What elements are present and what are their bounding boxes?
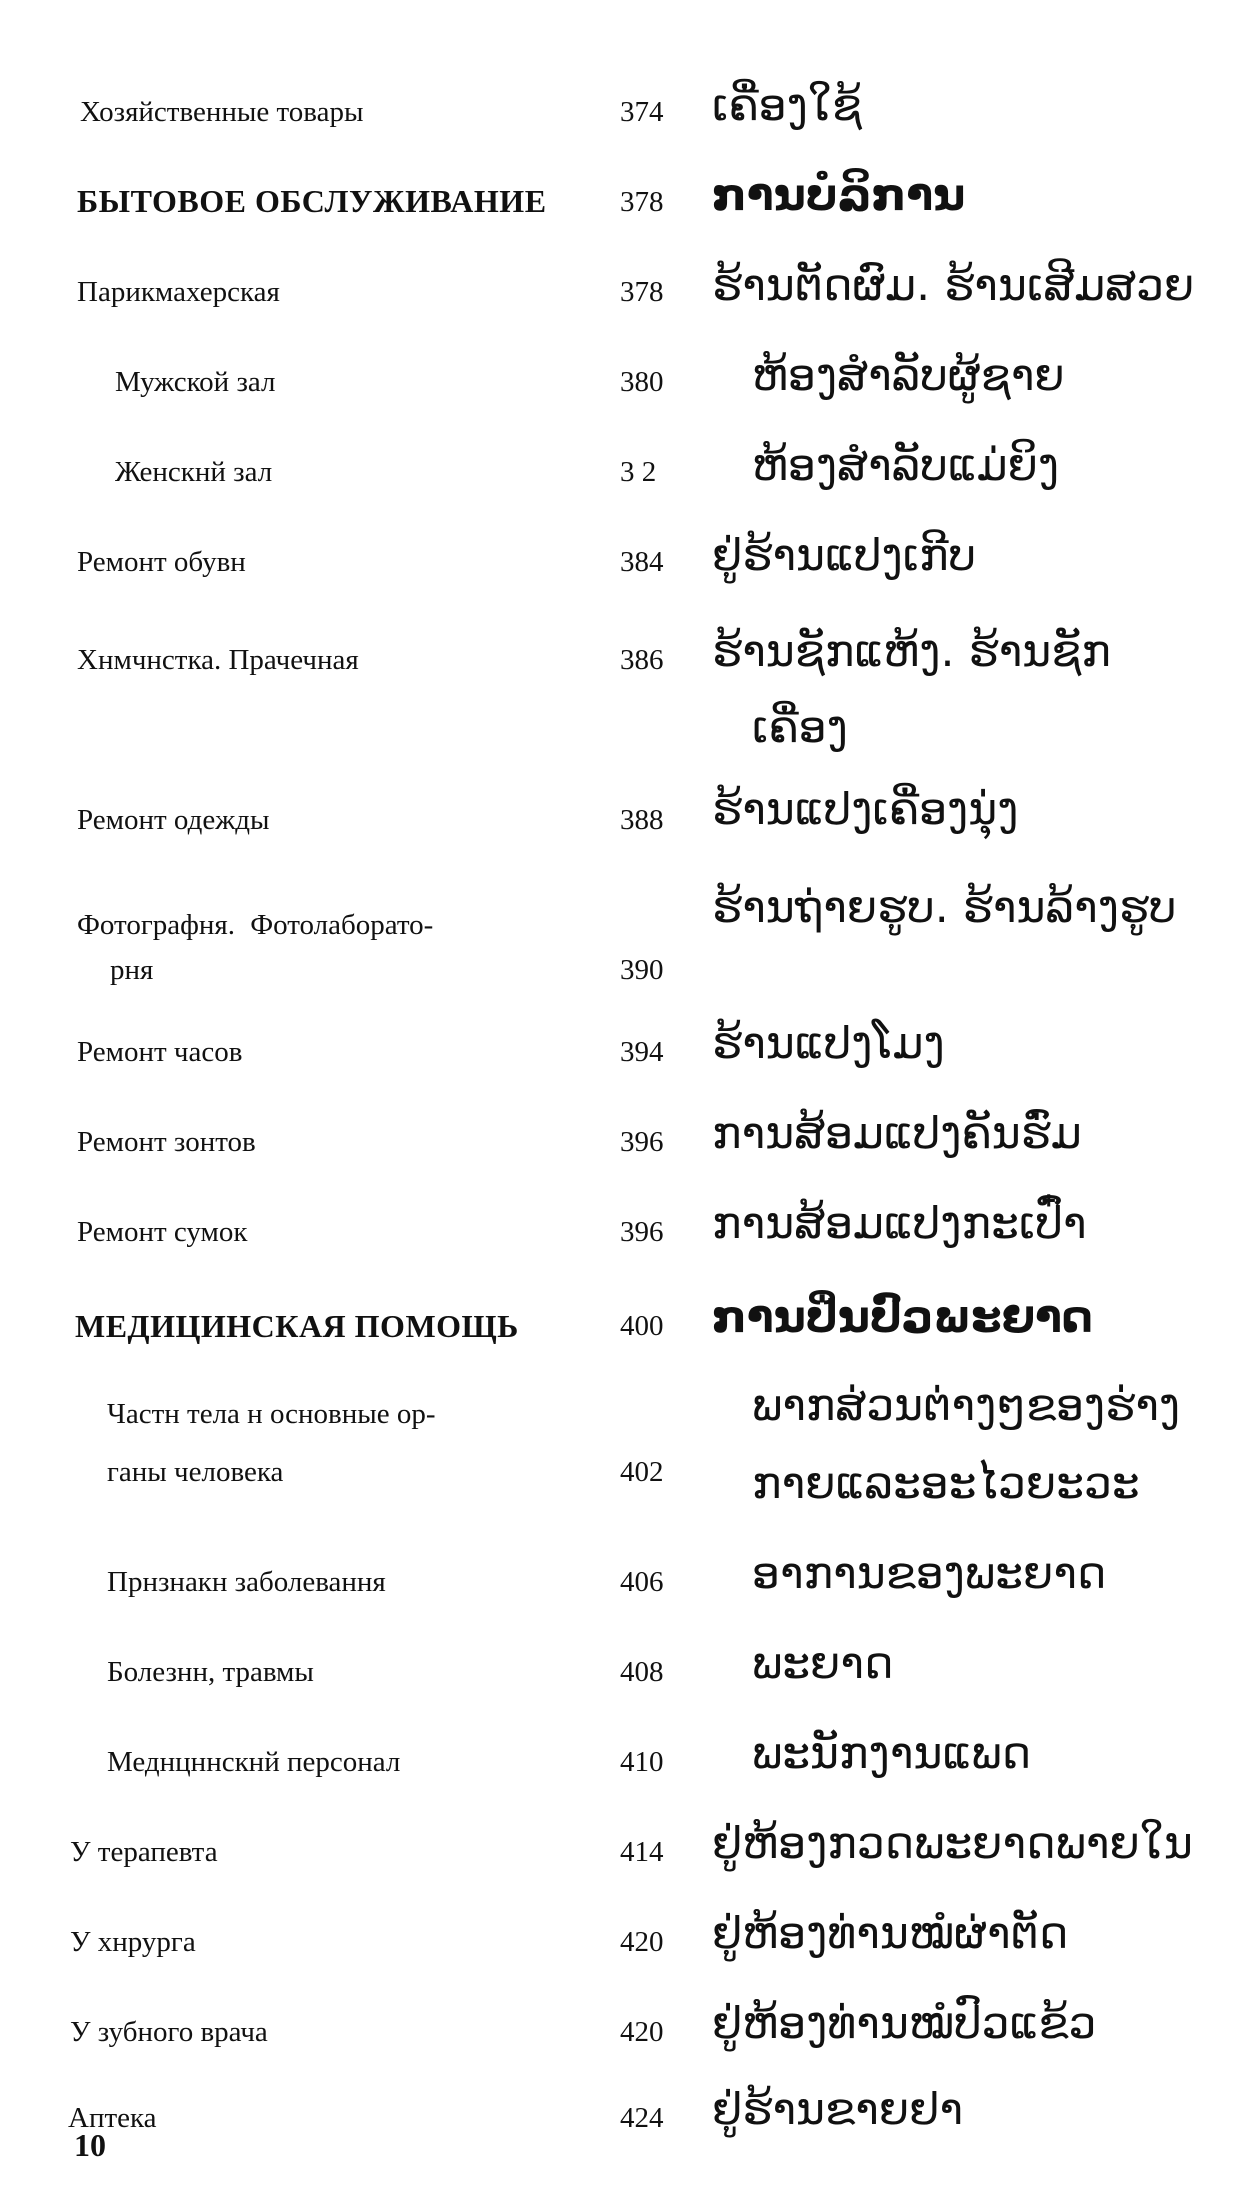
entry-ru-title: У терапевта <box>70 1836 218 1868</box>
entry-page: 380 <box>620 366 664 398</box>
entry-lao-title: ພະຍາດ <box>752 1638 894 1689</box>
entry-ru-title: Женскнй зал <box>115 456 273 488</box>
entry-page: 406 <box>620 1566 664 1598</box>
entry-page: 420 <box>620 1926 664 1958</box>
entry-page: 396 <box>620 1216 664 1248</box>
entry-lao-title: ຮ້ານຖ່າຍຮູບ. ຮ້ານລ້າງຮູບ <box>712 882 1177 933</box>
entry-lao-title: ຢູ່ຫ້ອງທ່ານໝໍປົວແຂ້ວ <box>712 1998 1097 2049</box>
entry-ru-title: Хнмчнстка. Прачечная <box>77 644 359 676</box>
entry-page: 386 <box>620 644 664 676</box>
section-ru-title: МЕДИЦИНСКАЯ ПОМОЩЬ <box>75 1308 519 1344</box>
entry-lao-title: ຫ້ອງສຳລັບຜູ້ຊາຍ <box>752 350 1065 401</box>
entry-ru-title: Парикмахерская <box>77 276 280 308</box>
entry-ru-title: Прнзнакн заболевання <box>107 1566 386 1598</box>
entry-ru-title: У зубного врача <box>70 2016 268 2048</box>
entry-lao-title: ຢູ່ຫ້ອງທ່ານໝໍຜ່າຕັດ <box>712 1908 1069 1959</box>
entry-page: 388 <box>620 804 664 836</box>
entry-ru-title: Ремонт одежды <box>77 804 270 836</box>
entry-page: 424 <box>620 2102 664 2134</box>
entry-lao-title: ຢູ່ຮ້ານຂາຍຢາ <box>712 2084 964 2135</box>
entry-page: 414 <box>620 1836 664 1868</box>
entry-page: 378 <box>620 276 664 308</box>
page-number: 10 <box>74 2127 106 2163</box>
entry-lao-title: ພາກສ່ວນຕ່າງໆຂອງຮ່າງ <box>752 1380 1181 1431</box>
entry-lao-title: ອາການຂອງພະຍາດ <box>752 1548 1107 1599</box>
entry-ru-title: Ремонт часов <box>77 1036 243 1068</box>
entry-lao-title: ຫ້ອງສຳລັບແມ່ຍິງ <box>752 440 1060 491</box>
entry-page: 410 <box>620 1746 664 1778</box>
entry-lao-title: ຮ້ານແປງໂມງ <box>712 1018 945 1069</box>
entry-lao-title: ຮ້ານແປງເຄື່ອງນຸ່ງ <box>712 784 1019 835</box>
entry-lao-title: ຮ້ານຕັດຜົມ. ຮ້ານເສີມສວຍ <box>712 260 1195 311</box>
entry-page: 394 <box>620 1036 664 1068</box>
entry-page: 408 <box>620 1656 664 1688</box>
entry-lao-title: ການສ້ອມແປງກະເປົ໋າ <box>712 1198 1087 1249</box>
entry-lao-title-continued: ເຄື່ອງ <box>752 702 848 753</box>
entry-page: 390 <box>620 954 664 986</box>
entry-lao-title: ຮ້ານຊັກແຫ້ງ. ຮ້ານຊັກ <box>712 626 1111 677</box>
section-lao-title: ການປິ່ນປົວພະຍາດ <box>712 1292 1093 1343</box>
entry-page: 400 <box>620 1310 664 1342</box>
entry-ru-title: Частн тела н основные ор- <box>107 1398 436 1430</box>
entry-page: 420 <box>620 2016 664 2048</box>
entry-ru-title: Ремонт сумок <box>77 1216 248 1248</box>
entry-ru-title: Ремонт зонтов <box>77 1126 256 1158</box>
entry-ru-title: Меднцннскнй персонал <box>107 1746 401 1778</box>
entry-ru-title: У хнрурга <box>70 1926 196 1958</box>
entry-ru-title: Болезнн, травмы <box>107 1656 314 1688</box>
entry-ru-title: Аптека <box>68 2102 157 2134</box>
entry-ru-title: Мужской зал <box>115 366 276 398</box>
entry-page: 378 <box>620 186 664 218</box>
entry-page: 374 <box>620 96 664 128</box>
entry-lao-title: ພະນັກງານແພດ <box>752 1728 1032 1779</box>
entry-page: 3 2 <box>620 456 657 488</box>
entry-page: 384 <box>620 546 664 578</box>
entry-lao-title: ເຄື່ອງໃຊ້ <box>712 80 863 131</box>
entry-lao-title: ການສ້ອມແປງຄັນຮົ່ມ <box>712 1108 1082 1159</box>
entry-lao-title-continued: ກາຍແລະອະໄວຍະວະ <box>752 1458 1140 1509</box>
section-ru-title: БЫТОВОЕ ОБСЛУЖИВАНИЕ <box>77 183 547 219</box>
entry-page: 402 <box>620 1456 664 1488</box>
entry-ru-title: Хозяйственные товары <box>80 96 364 128</box>
section-lao-title: ການບໍລິການ <box>712 170 966 221</box>
entry-lao-title: ຢູ່ຫ້ອງກວດພະຍາດພາຍໃນ <box>712 1818 1193 1869</box>
entry-ru-title: Ремонт обувн <box>77 546 246 578</box>
entry-lao-title: ຢູ່ຮ້ານແປງເກີບ <box>712 530 977 581</box>
entry-ru-title-continued: рня <box>110 954 154 986</box>
entry-ru-title-continued: ганы человека <box>107 1456 284 1488</box>
entry-page: 396 <box>620 1126 664 1158</box>
entry-ru-title: Фотографня. Фотолаборато- <box>77 909 434 941</box>
